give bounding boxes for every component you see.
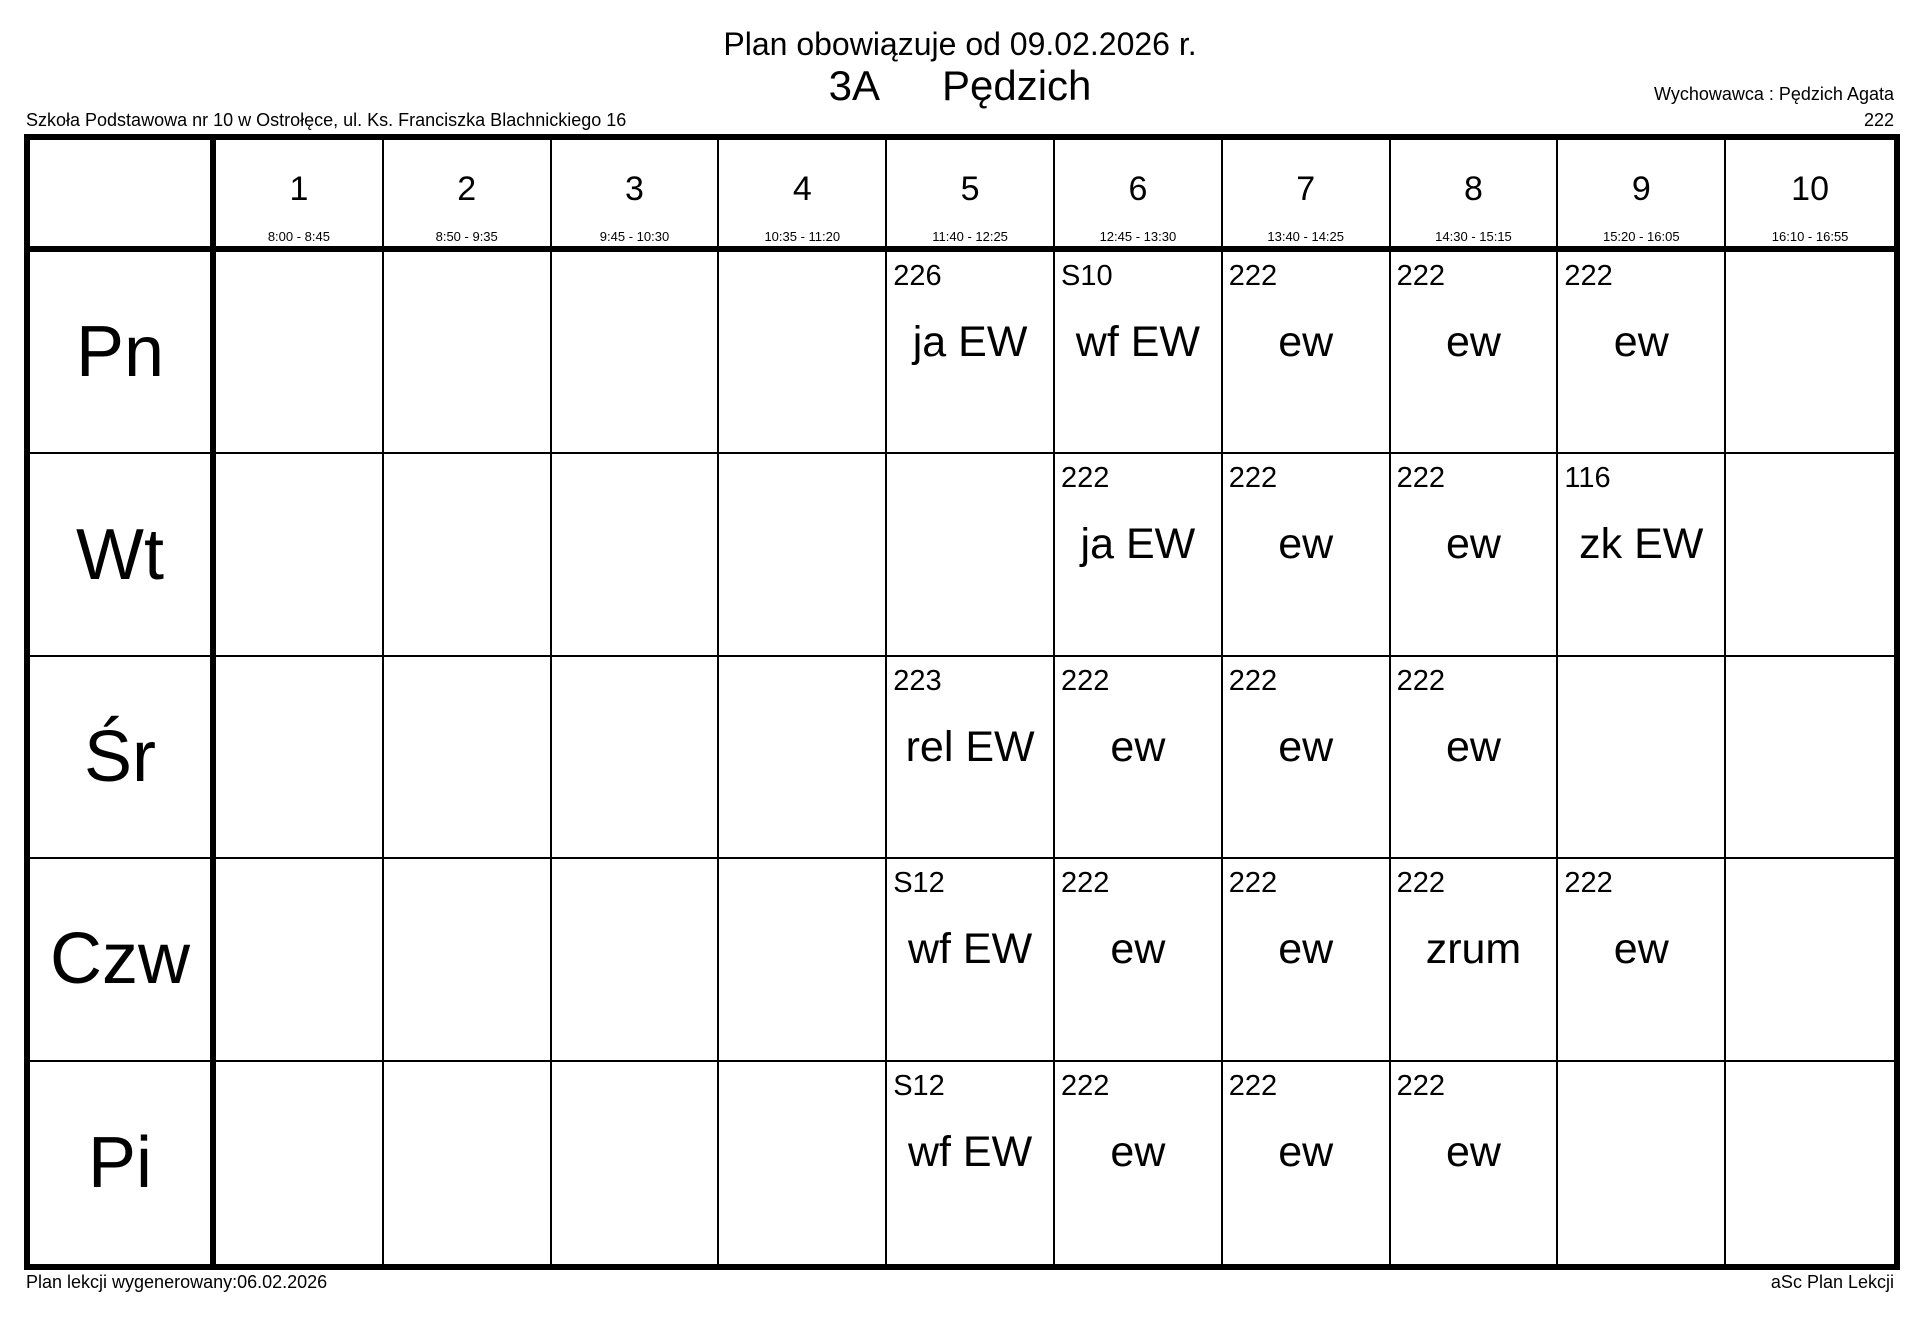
empty-cell [384,657,552,859]
lesson-cell [887,1062,1055,1264]
lesson-cell [1223,1062,1391,1264]
empty-cell [384,859,552,1061]
period-time: 15:20 - 16:05 [1602,229,1680,244]
lesson-subject: ew [1613,318,1669,366]
lesson-cell [1391,1062,1559,1264]
lesson-cell [887,252,1055,454]
empty-cell [552,454,720,656]
lesson-room: 222 [1228,462,1278,495]
period-number: 2 [457,170,477,208]
class-teacher: Wychowawca : Pędzich Agata [1654,84,1894,104]
empty-cell [1726,454,1894,656]
lesson-cell [1391,454,1559,656]
empty-cell [216,1062,384,1264]
lesson-subject: rel EW [905,722,1035,771]
period-header [1558,140,1726,252]
period-number: 9 [1631,170,1651,208]
lesson-room: 222 [1228,867,1278,900]
period-time: 8:50 - 9:35 [435,229,498,244]
empty-cell [1726,657,1894,859]
empty-cell [719,859,887,1061]
period-time: 8:00 - 8:45 [267,229,330,244]
lesson-room: 222 [1564,867,1613,900]
lesson-room: S12 [893,867,945,900]
lesson-room: S10 [1061,260,1113,292]
lesson-cell [1223,859,1391,1061]
period-time: 12:45 - 13:30 [1099,229,1177,244]
period-header [1055,140,1223,252]
empty-cell [216,252,384,454]
empty-cell [216,657,384,859]
class-teacher-short: Pędzich [941,62,1092,109]
empty-cell [719,1062,887,1264]
empty-cell [552,252,720,454]
lesson-subject: wf EW [1075,318,1200,366]
timetable-grid [24,134,1900,1270]
lesson-room: 222 [1396,1069,1445,1102]
lesson-cell [1558,454,1726,656]
day-label: Wt [76,514,164,595]
lesson-cell [887,657,1055,859]
lesson-cell [1055,859,1223,1061]
lesson-subject: ew [1613,925,1669,974]
empty-cell [216,859,384,1061]
empty-cell [216,454,384,656]
lesson-room: 222 [1228,664,1278,697]
period-number: 8 [1464,170,1483,208]
lesson-cell [1055,1062,1223,1264]
lesson-cell [887,859,1055,1061]
day-label: Pi [87,1122,153,1203]
lesson-cell [1055,252,1223,454]
day-label: Śr [84,716,156,797]
lesson-subject: ew [1278,520,1334,569]
lesson-subject: wf EW [907,1127,1033,1176]
lesson-subject: ew [1446,318,1501,366]
day-cell [30,1062,216,1264]
empty-cell [1726,252,1894,454]
lesson-cell [1391,859,1559,1061]
lesson-cell [1055,657,1223,859]
lesson-room: 222 [1228,1069,1278,1102]
lesson-cell [1223,657,1391,859]
lesson-room: S12 [893,1069,945,1102]
lesson-room: 222 [1396,867,1445,900]
lesson-subject: ew [1110,722,1166,771]
generated-date: Plan lekcji wygenerowany:06.02.2026 [26,1272,328,1292]
lesson-subject: ew [1110,1127,1166,1176]
period-header [887,140,1055,252]
day-label: Pn [75,312,165,393]
period-number: 5 [960,170,980,208]
empty-cell [887,454,1055,656]
lesson-cell [1558,252,1726,454]
lesson-subject: ew [1110,925,1166,974]
lesson-subject: ja EW [912,318,1028,366]
period-number: 1 [289,170,309,208]
corner-cell [30,140,216,252]
period-header [1726,140,1894,252]
empty-cell [384,454,552,656]
lesson-subject: ew [1446,1127,1501,1176]
period-header [384,140,552,252]
empty-cell [1558,657,1726,859]
lesson-subject: ew [1278,722,1334,771]
lesson-room: 222 [1396,462,1445,495]
lesson-room: 222 [1396,260,1445,292]
lesson-cell [1391,252,1559,454]
period-number: 6 [1128,170,1148,208]
period-header [719,140,887,252]
class-room: 222 [1863,110,1894,130]
empty-cell [1726,1062,1894,1264]
software-name: aSc Plan Lekcji [1770,1272,1894,1292]
period-number: 10 [1791,170,1829,208]
day-cell [30,252,216,454]
lesson-cell [1558,859,1726,1061]
period-header [552,140,720,252]
lesson-subject: ew [1278,925,1334,974]
class-title [0,62,1920,110]
lesson-subject: ew [1446,520,1501,569]
period-header [1391,140,1559,252]
lesson-cell [1223,252,1391,454]
period-time: 14:30 - 15:15 [1435,229,1512,244]
period-time: 10:35 - 11:20 [764,229,841,244]
period-time: 9:45 - 10:30 [599,229,670,244]
empty-cell [384,1062,552,1264]
lesson-subject: ew [1278,1127,1334,1176]
empty-cell [1726,859,1894,1061]
period-number: 4 [792,170,812,208]
period-header [1223,140,1391,252]
lesson-room: 222 [1396,664,1445,697]
lesson-room: 222 [1061,867,1110,900]
empty-cell [719,252,887,454]
day-cell [30,454,216,656]
lesson-subject: wf EW [907,925,1033,974]
lesson-subject: ja EW [1080,520,1196,569]
lesson-subject: ew [1446,722,1501,771]
period-header [216,140,384,252]
lesson-subject: ew [1278,318,1334,366]
period-number: 3 [625,170,644,208]
school-name: Szkoła Podstawowa nr 10 w Ostrołęce, ul. Ks. Franciszka Blachnickiego 16 [26,110,627,130]
day-label: Czw [50,919,190,1000]
empty-cell [719,454,887,656]
period-time: 13:40 - 14:25 [1267,229,1344,244]
lesson-room: 116 [1564,462,1611,495]
empty-cell [384,252,552,454]
period-time: 11:40 - 12:25 [932,229,1008,244]
lesson-subject: zrum [1425,925,1522,974]
empty-cell [552,657,720,859]
lesson-room: 222 [1061,462,1110,495]
empty-cell [1558,1062,1726,1264]
empty-cell [719,657,887,859]
lesson-room: 222 [1564,260,1613,292]
class-name: 3A [828,62,880,109]
empty-cell [552,1062,720,1264]
empty-cell [552,859,720,1061]
period-time: 16:10 - 16:55 [1771,229,1849,244]
validity-title: Plan obowiązuje od 09.02.2026 r. [723,26,1197,62]
lesson-subject: zk EW [1579,520,1704,569]
lesson-room: 222 [1061,664,1110,697]
lesson-room: 222 [1228,260,1278,292]
lesson-cell [1055,454,1223,656]
lesson-room: 222 [1061,1069,1110,1102]
period-number: 7 [1296,170,1316,208]
lesson-room: 223 [893,664,942,697]
lesson-cell [1223,454,1391,656]
lesson-cell [1391,657,1559,859]
lesson-room: 226 [893,260,942,292]
day-cell [30,657,216,859]
day-cell [30,859,216,1061]
